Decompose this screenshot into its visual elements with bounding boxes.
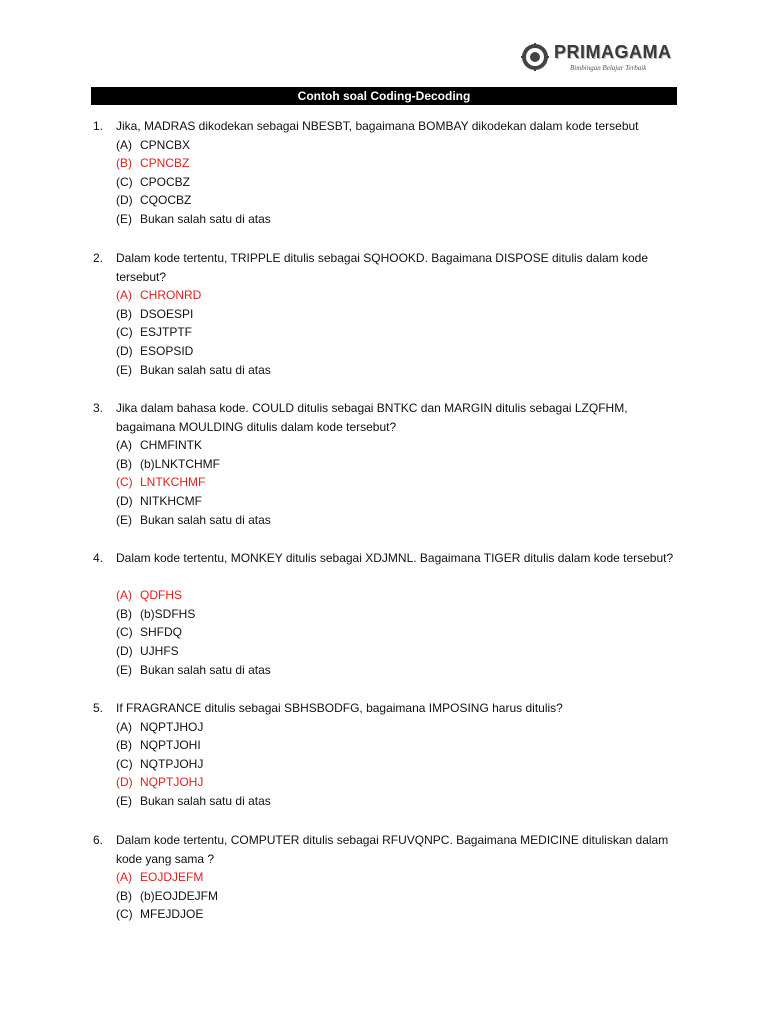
question-number: 4. [93,551,104,565]
option-a [116,436,202,455]
question-text: If FRAGRANCE ditulis sebagai SBHSBODFG, bagaimana IMPOSING harus ditulis? [116,701,563,715]
option-text: EOJDJEFM [140,870,204,884]
option-a-correct [116,586,182,605]
option-e [116,661,271,680]
question-number: 2. [93,251,104,265]
option-e [116,361,271,380]
option-text: NITKHCMF [140,494,202,508]
option-letter: (B) [116,738,132,752]
option-c [116,755,203,774]
question-number: 1. [93,119,104,133]
option-letter: (E) [116,513,132,527]
option-letter: (C) [116,625,133,639]
question-text: Jika dalam bahasa kode. COULD ditulis sebagai BNTKC dan MARGIN ditulis sebagai LZQFHM, bagaimana MOULDING ditulis dalam kode tersebut? [116,401,628,434]
option-text: (b)LNKTCHMF [140,457,220,471]
question-text: Dalam kode tertentu, TRIPPLE ditulis sebagai SQHOOKD. Bagaimana DISPOSE ditulis dalam kode tersebut? [116,251,649,284]
option-text: NQTPJOHJ [140,757,204,771]
option-text: LNTKCHMF [140,475,206,489]
option-text: (b)EOJDEJFM [140,889,218,903]
option-text: DSOESPI [140,307,194,321]
option-text: CPNCBX [140,138,191,152]
option-text: MFEJDJOE [140,907,204,921]
option-letter: (D) [116,193,133,207]
primagama-emblem-icon [520,42,550,72]
option-d [116,342,193,361]
question-number: 3. [93,401,104,415]
option-letter: (A) [116,870,132,884]
option-d-correct [116,773,203,792]
option-text: CHMFINTK [140,438,202,452]
option-c [116,905,203,924]
option-letter: (A) [116,288,132,302]
option-text: Bukan salah satu di atas [140,663,271,677]
option-text: Bukan salah satu di atas [140,513,271,527]
option-b [116,887,218,906]
option-letter: (D) [116,344,133,358]
option-a [116,718,203,737]
question-number: 5. [93,701,104,715]
option-text: Bukan salah satu di atas [140,794,271,808]
logo-wordmark: PRIMAGAMA [554,42,672,62]
question-text: Jika, MADRAS dikodekan sebagai NBESBT, bagaimana BOMBAY dikodekan dalam kode tersebut [116,119,639,133]
option-d [116,191,191,210]
option-text: CQOCBZ [140,193,192,207]
option-letter: (A) [116,588,132,602]
option-letter: (D) [116,494,133,508]
option-e [116,210,271,229]
option-c [116,623,182,642]
option-b [116,455,220,474]
option-letter: (E) [116,212,132,226]
option-letter: (C) [116,907,133,921]
option-letter: (E) [116,363,132,377]
option-letter: (E) [116,663,132,677]
option-d [116,492,202,511]
option-letter: (C) [116,757,133,771]
option-letter: (B) [116,156,132,170]
option-letter: (A) [116,720,132,734]
option-text: UJHFS [140,644,179,658]
option-letter: (C) [116,475,133,489]
option-e [116,792,271,811]
option-text: CPNCBZ [140,156,190,170]
option-text: CPOCBZ [140,175,191,189]
option-text: SHFDQ [140,625,182,639]
option-c [116,323,192,342]
question-text: Dalam kode tertentu, COMPUTER ditulis sebagai RFUVQNPC. Bagaimana MEDICINE dituliskan dalam kode yang sama ? [116,833,669,866]
option-letter: (E) [116,794,132,808]
option-text: Bukan salah satu di atas [140,363,271,377]
option-b [116,305,193,324]
option-text: ESOPSID [140,344,194,358]
option-letter: (C) [116,175,133,189]
option-text: NQPTJOHJ [140,775,204,789]
question-text: Dalam kode tertentu, MONKEY ditulis sebagai XDJMNL. Bagaimana TIGER ditulis dalam kode tersebut? [116,551,674,565]
option-b [116,736,201,755]
option-c [116,173,190,192]
option-text: QDFHS [140,588,182,602]
option-e [116,511,271,530]
option-d [116,642,179,661]
option-letter: (B) [116,607,132,621]
option-a-correct [116,286,201,305]
option-letter: (D) [116,644,133,658]
question-number: 6. [93,833,104,847]
option-text: NQPTJHOJ [140,720,204,734]
option-text: Bukan salah satu di atas [140,212,271,226]
option-a-correct [116,868,203,887]
option-letter: (A) [116,438,132,452]
logo-tagline: Bimbingan Belajar Terbaik [570,64,647,72]
option-letter: (B) [116,457,132,471]
option-letter: (D) [116,775,133,789]
option-text: NQPTJOHI [140,738,201,752]
option-letter: (A) [116,138,132,152]
option-letter: (B) [116,307,132,321]
option-text: ESJTPTF [140,325,193,339]
option-letter: (C) [116,325,133,339]
option-text: CHRONRD [140,288,202,302]
option-b-correct [116,154,189,173]
primagama-logo [520,40,670,78]
option-c-correct [116,473,205,492]
option-letter: (B) [116,889,132,903]
document-title: Contoh soal Coding-Decoding [91,87,677,105]
option-text: (b)SDFHS [140,607,196,621]
option-a [116,136,190,155]
option-b [116,605,195,624]
